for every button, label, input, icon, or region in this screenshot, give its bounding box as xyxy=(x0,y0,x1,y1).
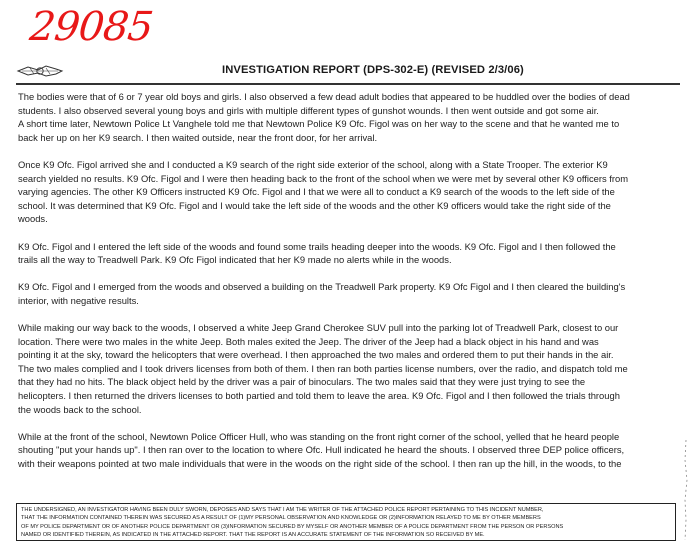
text-line: While at the front of the school, Newtown Police Officer Hull, who was standing on the front right corner of the school, yelled that he heard people xyxy=(18,430,620,442)
paragraph xyxy=(18,90,682,144)
scan-edge-marks xyxy=(683,440,689,540)
text-line: The two males complied and I took drivers licenses from both of them. I then ran both parties license numbers, over the radio, and dispatch told me xyxy=(18,362,628,374)
text-line: back her up on her K9 search. I then waited outside, near the front door, for her arrival. xyxy=(18,131,378,143)
paragraph xyxy=(18,240,682,267)
text-line: Once K9 Ofc. Figol arrived she and I conducted a K9 search of the right side exterior of the school, along with a State Trooper. The exterior K9 xyxy=(18,158,608,170)
text-line: with their weapons pointed at two male individuals that were in the woods on the right side of the school. I then ran up the hill, in the woods, to the xyxy=(18,458,622,470)
text-line: K9 Ofc. Figol and I emerged from the woods and observed a building on the Treadwell Park property. K9 Ofc Figol and I then cleared the building's xyxy=(18,281,626,293)
text-line: A short time later, Newtown Police Lt Vanghele told me that Newtown Police K9 Ofc. Figol was on her way to the scene and that he wanted me to xyxy=(18,118,620,130)
paragraph xyxy=(18,430,682,471)
text-line: interior, with negative results. xyxy=(18,294,139,306)
paragraph xyxy=(18,158,682,226)
text-line: shouting "put your hands up". I then ran over to the location to where Ofc. Hull indicated he heard the shouts. I observed three DEP police officers, xyxy=(18,444,625,456)
footer-line: THE UNDERSIGNED, AN INVESTIGATOR HAVING BEEN DULY SWORN, DEPOSES AND SAYS THAT I AM THE WRITER OF THE ATTACHED POLICE REPORT PERTAINING TO THIS INCIDENT NUMBER, xyxy=(21,507,544,513)
text-line: While making our way back to the woods, I observed a white Jeep Grand Cherokee SUV pull into the parking lot of Treadwell Park, closest to our xyxy=(18,322,619,334)
footer-line: THAT THE INFORMATION CONTAINED THEREIN WAS SECURED AS A RESULT OF (1)MY PERSONAL OBSERVATION AND KNOWLEDGE OR (2)INFORMATION RELAYED TO ME BY OTHER MEMBERS xyxy=(21,515,541,522)
report-header xyxy=(16,64,676,80)
text-line: varying agencies. The other K9 Officers instructed K9 Ofc. Figol and I that we were all to conduct a K9 search of the woods to the left side of the xyxy=(18,186,615,198)
report-title: INVESTIGATION REPORT (DPS-302-E) (REVISED 2/3/06) xyxy=(222,64,524,76)
text-line: the woods back to the school. xyxy=(18,403,142,415)
header-divider xyxy=(16,83,680,85)
text-line: woods. xyxy=(18,213,48,225)
text-line: school. It was determined that K9 Ofc. Figol and I would take the left side of the woods and the other K9 officers would take the right side of the xyxy=(18,199,611,211)
text-line: that they had no hits. The black object held by the driver was a pair of binoculars. The two males said that they were just trying to see the xyxy=(18,376,586,388)
paragraph xyxy=(18,280,682,307)
text-line: search yielded no results. K9 Ofc. Figol and I were then heading back to the front of the school when we were met by several other K9 officers from xyxy=(18,172,629,184)
sworn-statement-box xyxy=(16,503,676,541)
text-line: trails all the way to Treadwell Park. K9 Ofc Figol indicated that her K9 made no alerts while in the woods. xyxy=(18,254,452,266)
text-line: pointing it at the sky, toward the helicopters that were overhead. I then approached the two males and ordered them to put their hands in the air. xyxy=(18,349,614,361)
text-line: K9 Ofc. Figol and I entered the left side of the woods and found some trails heading deeper into the woods. K9 Ofc. Figol and I then followed the xyxy=(18,240,616,252)
text-line: location. There were two males in the white Jeep. Both males exited the Jeep. The driver of the Jeep had a black object in his hand and was xyxy=(18,335,599,347)
paragraph xyxy=(18,321,682,416)
handwritten-number: 29085 xyxy=(27,4,155,50)
report-body xyxy=(18,90,682,471)
footer-line: NAMED OR IDENTIFIED THEREIN, AS INDICATED IN THE ATTACHED REPORT. THAT THE REPORT IS AN ACCURATE STATEMENT OF THE INFORMATION SO RECEIVED BY ME. xyxy=(21,531,485,538)
state-seal-icon xyxy=(16,64,64,78)
text-line: helicopters. I then returned the drivers licenses to both partied and told them to leave the area. K9 Ofc. Figol and I then followed the trials through xyxy=(18,390,620,402)
text-line: The bodies were that of 6 or 7 year old boys and girls. I also observed a few dead adult bodies that appeared to be huddled over the bodies of dead xyxy=(18,91,630,102)
text-line: students. I also observed several young boys and girls with multiple different types of gunshot wounds. I then went outside and got some air. xyxy=(18,104,599,116)
footer-line: OF MY POLICE DEPARTMENT OR OF ANOTHER POLICE DEPARTMENT OR (3)INFORMATION SECURED BY MYSELF OR ANOTHER MEMBER OF A POLICE DEPARTMENT FROM THE PERSON OR PERSONS xyxy=(21,523,564,530)
